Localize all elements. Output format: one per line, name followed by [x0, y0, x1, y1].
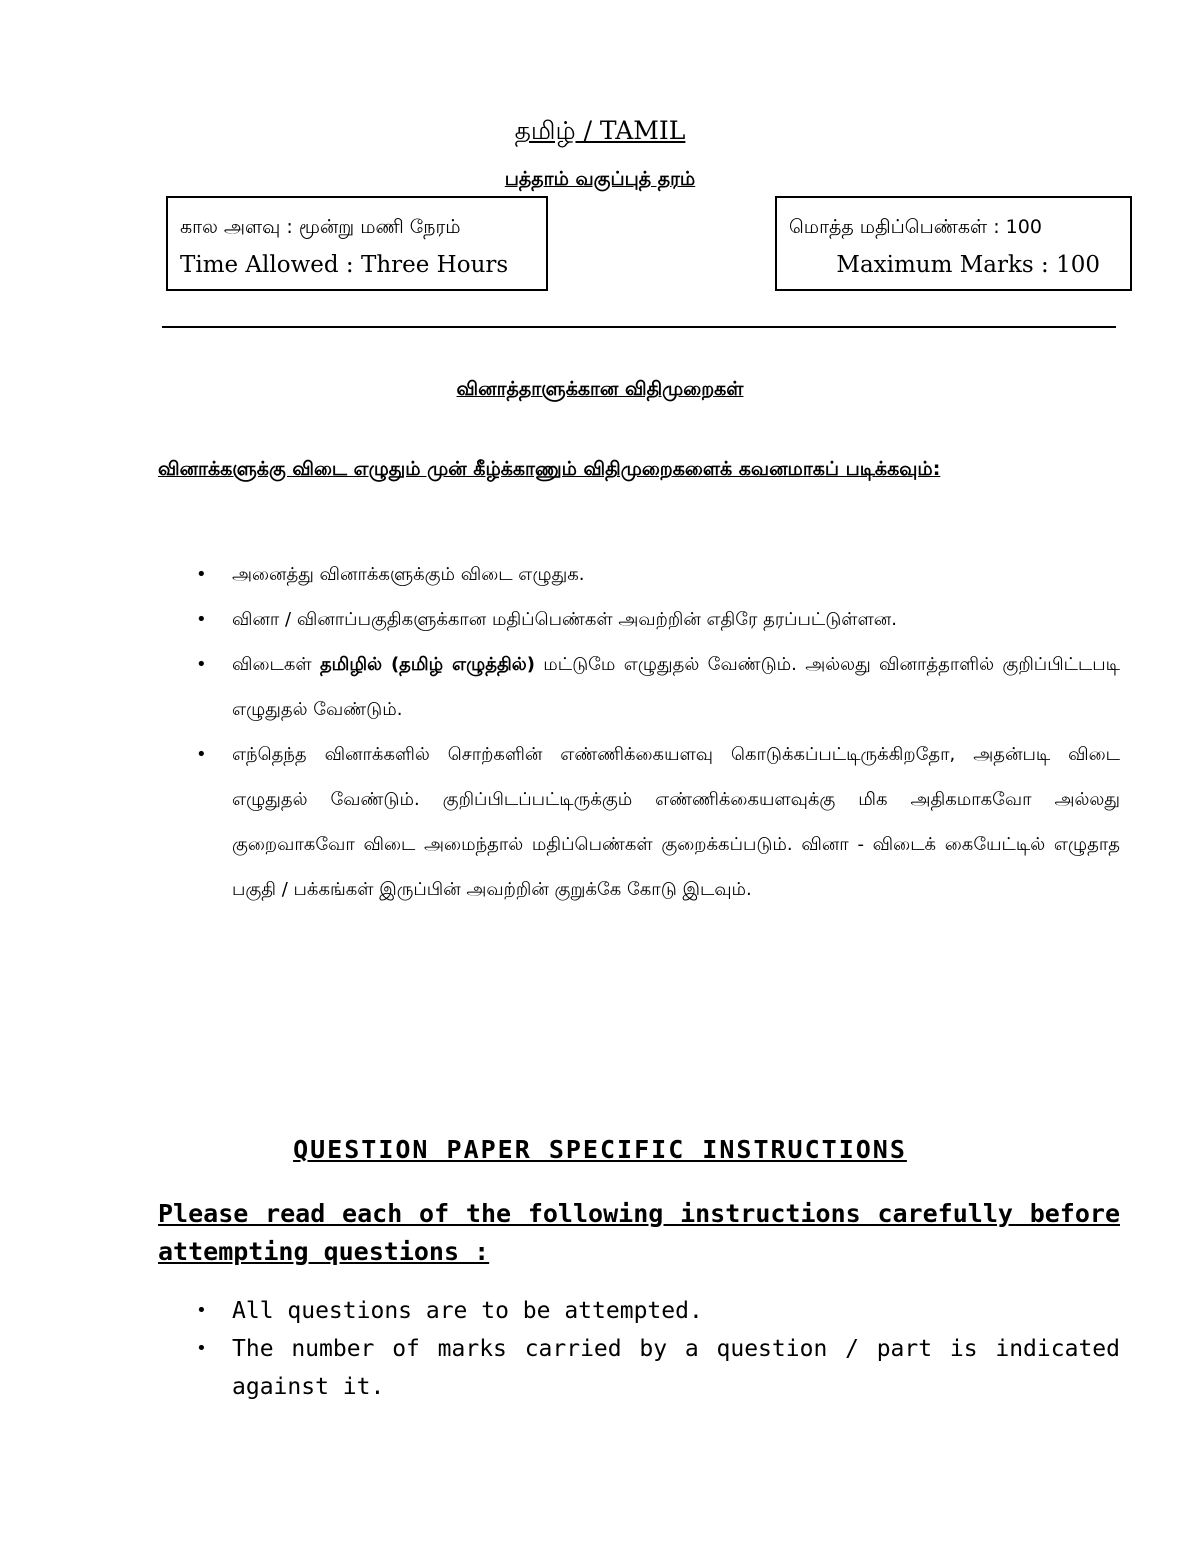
- list-item: • அனைத்து வினாக்களுக்கும் விடை எழுதுக.: [196, 552, 1120, 597]
- horizontal-divider: [162, 326, 1116, 328]
- list-item: • All questions are to be attempted.: [196, 1292, 1120, 1330]
- tamil-instructions-heading: வினாத்தாளுக்கான விதிமுறைகள்: [456, 378, 744, 400]
- english-instructions-list: [196, 1292, 1120, 1406]
- maximum-marks-tamil: மொத்த மதிப்பெண்கள் : 100: [789, 216, 1042, 238]
- emphasis-text: தமிழில் (தமிழ் எழுத்தில்): [319, 654, 535, 675]
- paper-title: தமிழ் / TAMIL: [514, 116, 686, 145]
- bullet-icon: •: [196, 744, 207, 765]
- paper-subtitle: பத்தாம் வகுப்புத் தரம்: [504, 168, 696, 190]
- time-allowed-english: Time Allowed : Three Hours: [180, 252, 509, 278]
- tamil-instructions-list: [196, 552, 1120, 912]
- maximum-marks-box: [775, 196, 1132, 291]
- time-allowed-tamil: கால அளவு : மூன்று மணி நேரம்: [180, 216, 461, 238]
- maximum-marks-english: Maximum Marks : 100: [836, 252, 1100, 278]
- english-instructions-intro: Please read each of the following instructions carefully before attempting questions :: [158, 1199, 1120, 1266]
- list-item: • வினா / வினாப்பகுதிகளுக்கான மதிப்பெண்கள் அவற்றின் எதிரே தரப்பட்டுள்ளன.: [196, 597, 1120, 642]
- bullet-icon: •: [196, 1338, 207, 1359]
- list-item: • விடைகள் தமிழில் (தமிழ் எழுத்தில்) மட்டுமே எழுதுதல் வேண்டும். அல்லது வினாத்தாளில் குறிப்பிட்டபடி எழுதுதல் வேண்டும்.: [196, 642, 1120, 732]
- list-item: • எந்தெந்த வினாக்களில் சொற்களின் எண்ணிக்கையளவு கொடுக்கப்பட்டிருக்கிறதோ, அதன்படி விடை எழுதுதல் வேண்டும். குறிப்பிடப்பட்டிருக்கும் எண்ணிக்கையளவுக்கு மிக அதிகமாகவோ அல்லது குறைவாகவோ விடை அமைந்தால் மதிப்பெண்கள் குறைக்கப்படும். வினா - விடைக் கையேட்டில் எழுதாத பகுதி / பக்கங்கள் இருப்பின் அவற்றின் குறுக்கே கோடு இடவும்.: [196, 732, 1120, 912]
- bullet-icon: •: [196, 564, 207, 585]
- english-instructions-heading: QUESTION PAPER SPECIFIC INSTRUCTIONS: [293, 1135, 907, 1164]
- list-item: • The number of marks carried by a question / part is indicated against it.: [196, 1330, 1120, 1406]
- bullet-icon: •: [196, 1300, 207, 1321]
- time-allowed-box: [166, 196, 548, 291]
- bullet-icon: •: [196, 609, 207, 630]
- bullet-icon: •: [196, 654, 207, 675]
- tamil-instructions-intro: வினாக்களுக்கு விடை எழுதும் முன் கீழ்க்காணும் விதிமுறைகளைக் கவனமாகப் படிக்கவும்:: [158, 458, 941, 480]
